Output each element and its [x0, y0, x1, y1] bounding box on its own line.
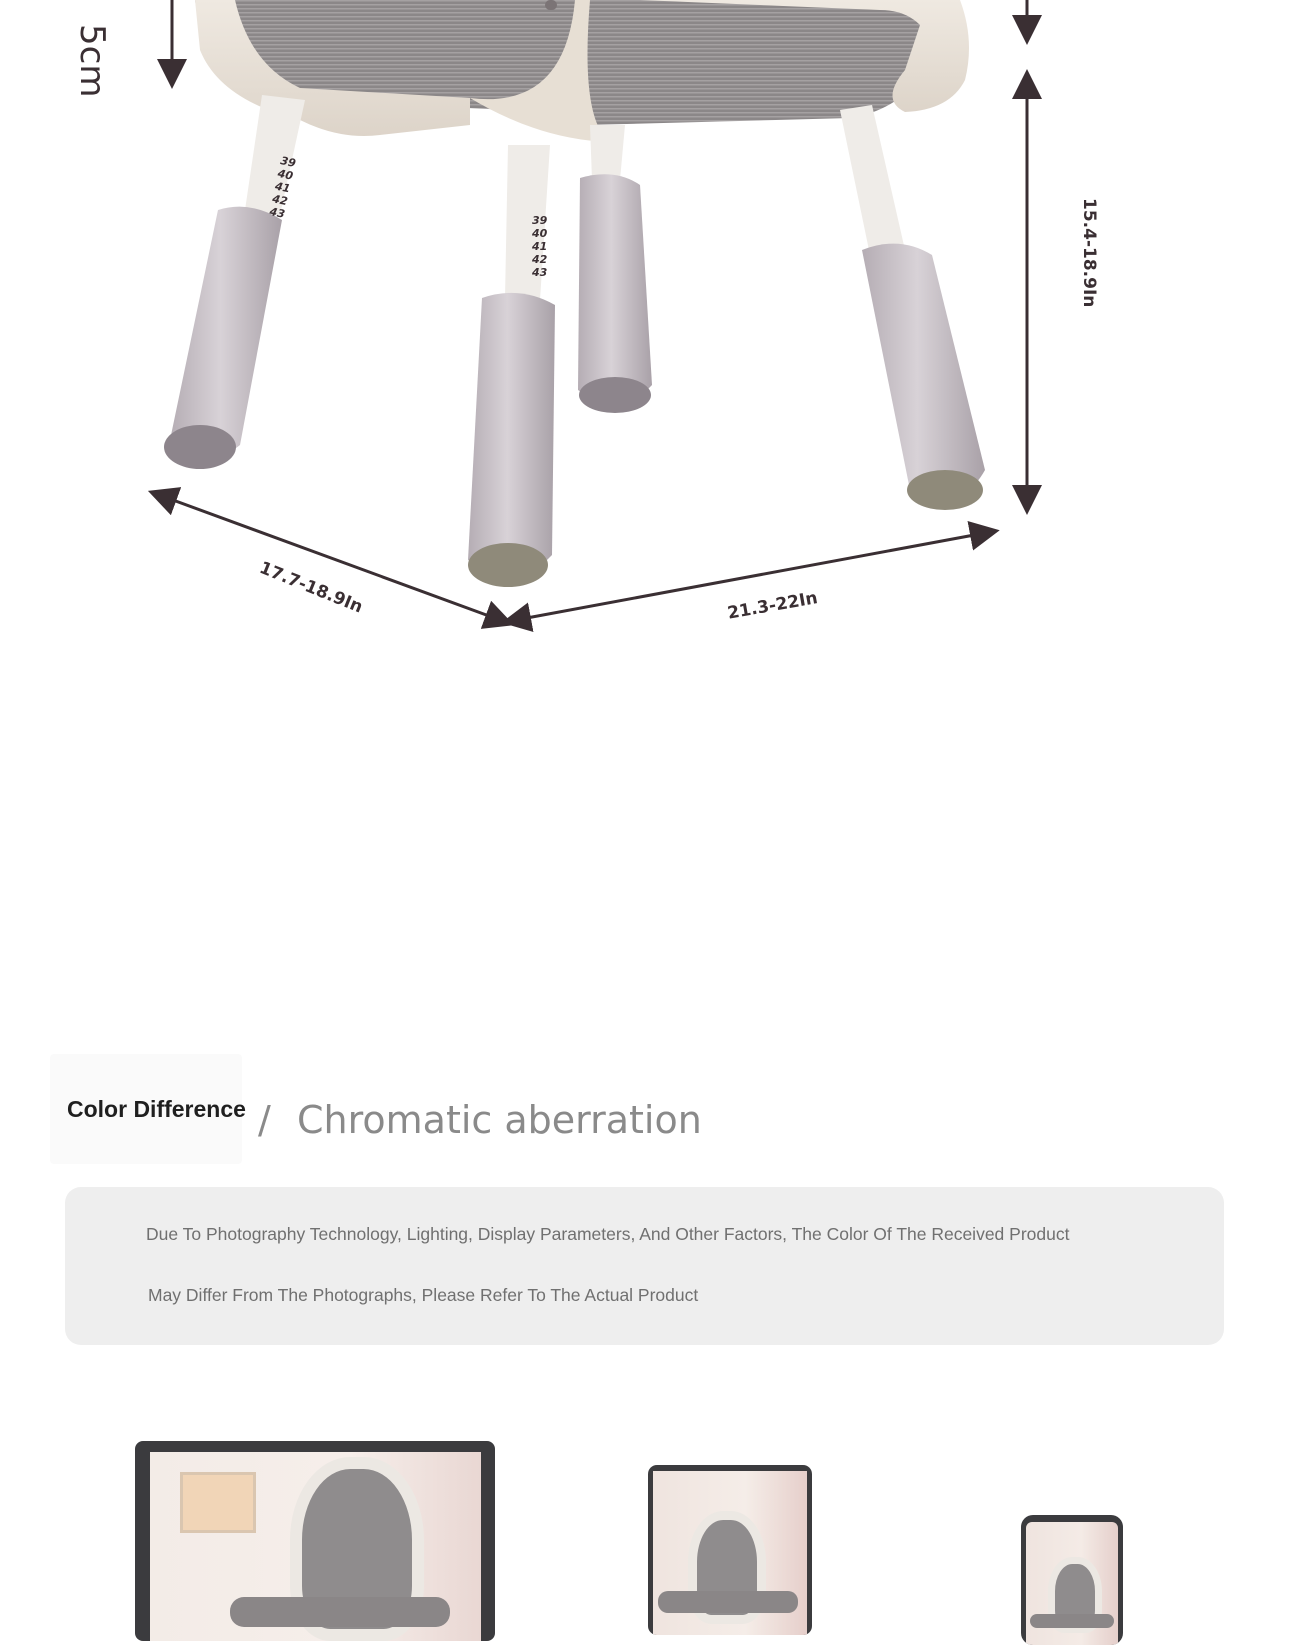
chair-leg-center — [468, 145, 555, 587]
tablet-screen — [653, 1471, 807, 1635]
laptop-screen — [150, 1452, 481, 1641]
tablet-icon — [648, 1465, 812, 1635]
tablet-chair-arm — [658, 1591, 798, 1613]
depth-label: 17.7-18.9In — [256, 558, 366, 618]
chromatic-aberration-subtitle: Chromatic aberration — [297, 1098, 702, 1142]
notice-line-2: May Differ From The Photographs, Please Refer To The Actual Product — [148, 1285, 699, 1305]
phone-screen — [1026, 1522, 1118, 1645]
leg-scale-left: 39 40 41 42 43 — [268, 154, 297, 221]
phone-chair-arm — [1030, 1614, 1114, 1628]
seat-height-label: 15.4-18.9In — [1079, 198, 1099, 308]
title-separator: / — [258, 1098, 271, 1142]
partial-height-label: 5cm — [72, 24, 112, 98]
chair-leg-right — [840, 105, 985, 510]
laptop-icon — [135, 1441, 495, 1641]
chair-leg-back — [578, 125, 652, 413]
width-label: 21.3-22In — [726, 588, 820, 624]
color-notice-panel — [65, 1187, 1224, 1345]
chair-leg-left — [164, 95, 305, 469]
leg-scale-center: 39 40 41 42 43 — [532, 214, 548, 279]
color-difference-title: Color Difference — [67, 1096, 246, 1122]
laptop-art-frame — [180, 1472, 256, 1533]
notice-line-1: Due To Photography Technology, Lighting, Display Parameters, And Other Factors, The Color Of The Received Product — [146, 1224, 1070, 1244]
chair-illustration — [0, 0, 1290, 680]
phone-icon — [1021, 1515, 1123, 1645]
chair-dimension-diagram — [0, 0, 1290, 680]
